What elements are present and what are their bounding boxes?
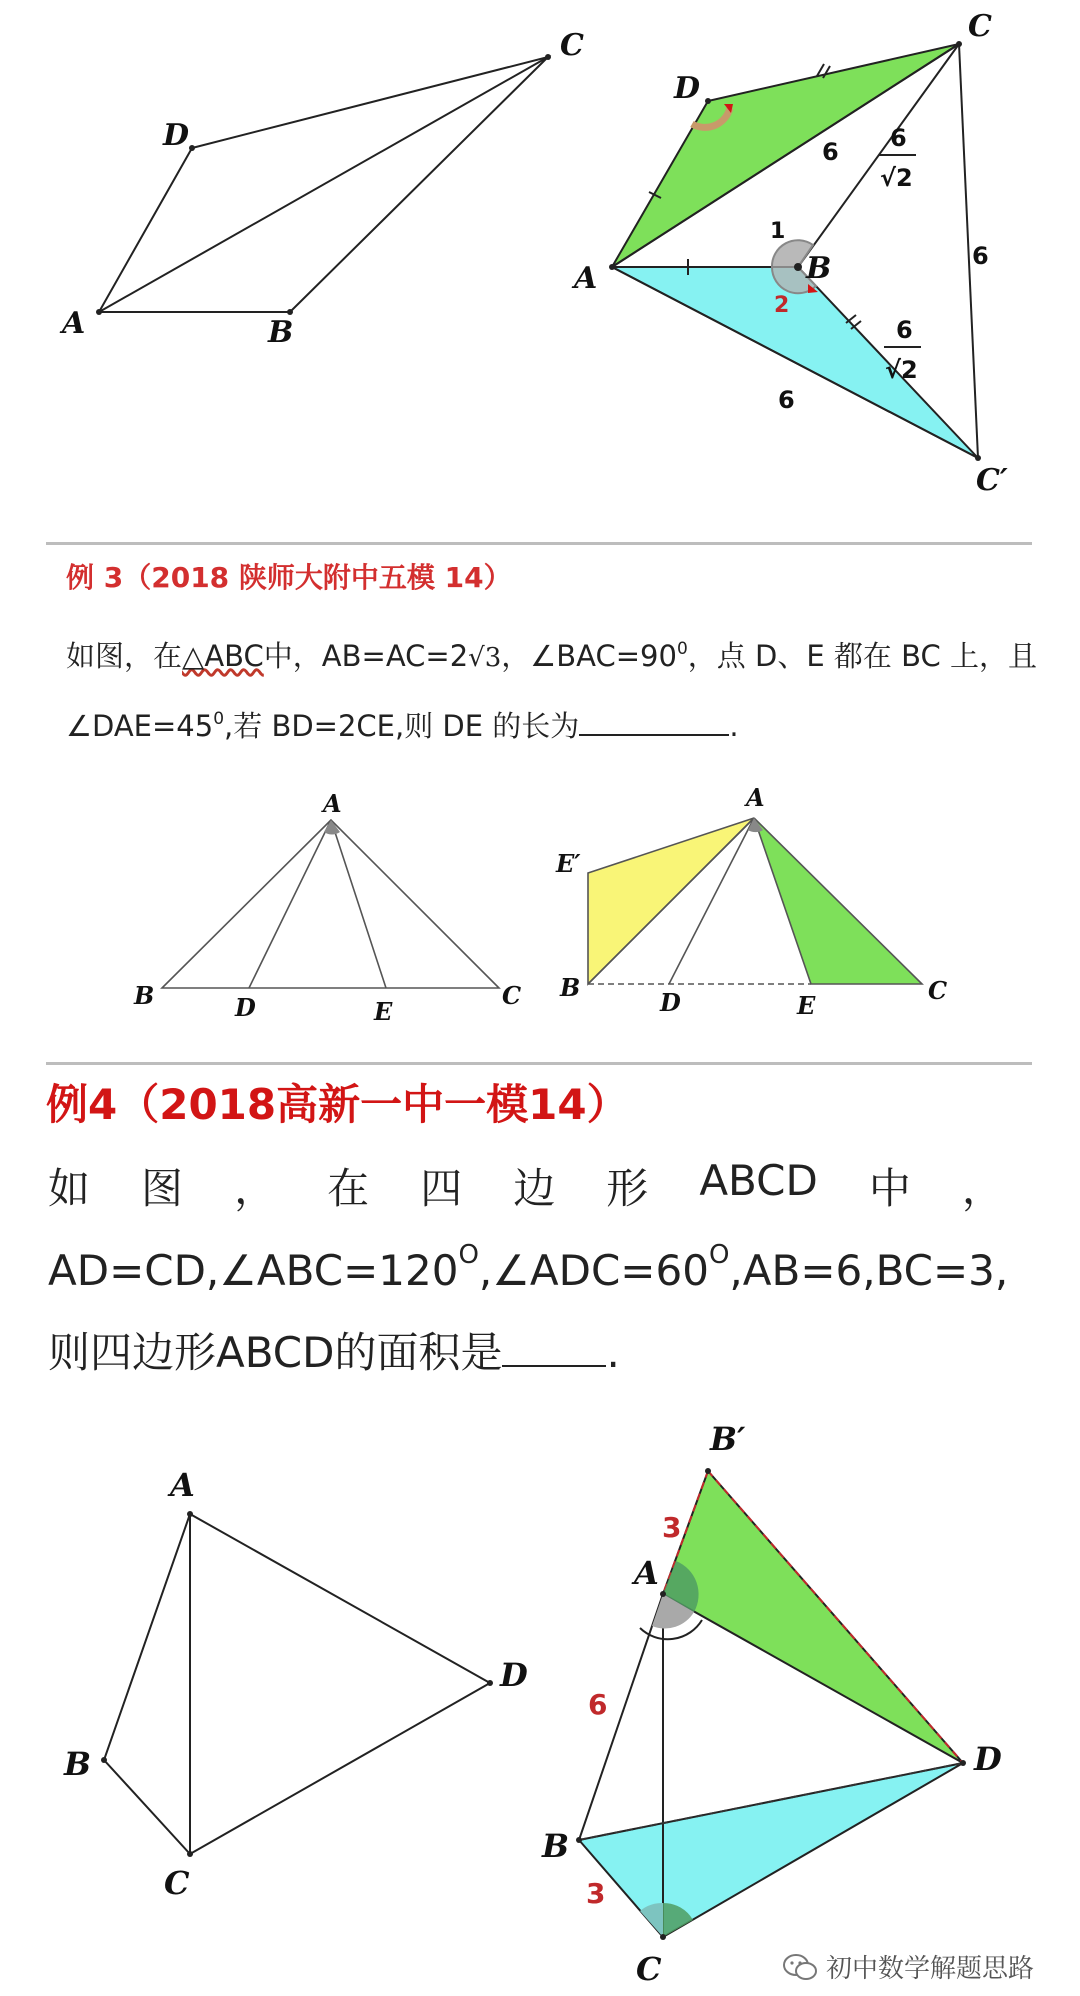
- example4-token: 中: [868, 1164, 911, 1213]
- watermark-text: 初中数学解题思路: [826, 1954, 1035, 1984]
- example4-token: 边: [513, 1164, 556, 1213]
- example4-token: ABCD: [699, 1156, 818, 1205]
- label-B: B: [806, 251, 832, 286]
- example3-text: .: [729, 709, 739, 743]
- fraction-top-denominator: √2: [880, 164, 913, 192]
- length-6-ACprime: 6: [778, 386, 795, 414]
- label-B: B: [268, 315, 294, 350]
- example4-token: ，: [961, 1164, 1004, 1213]
- degree-mark: O: [708, 1240, 730, 1270]
- label-A: A: [62, 306, 86, 341]
- label-D: D: [500, 1656, 528, 1694]
- example3-text: 如图，在: [66, 639, 183, 673]
- label-A: A: [634, 1554, 659, 1592]
- example3-text: ，点 D、E 都在 BC 上，且: [687, 639, 1037, 673]
- label-C: C: [636, 1950, 662, 1988]
- example4-token: ，: [234, 1164, 277, 1213]
- label-D: D: [974, 1740, 1002, 1778]
- degree-mark: 0: [213, 709, 225, 729]
- label-A: A: [746, 783, 765, 812]
- fraction-top-numerator: 6: [890, 124, 907, 152]
- label-C: C: [164, 1864, 190, 1902]
- example4-text: .: [606, 1328, 620, 1377]
- example4-token: 图: [141, 1164, 184, 1213]
- degree-mark: 0: [676, 639, 688, 659]
- label-A: A: [170, 1466, 195, 1504]
- cyan-triangle: [579, 1763, 963, 1937]
- label-B: B: [64, 1745, 92, 1783]
- example4-token: 形: [606, 1164, 649, 1213]
- example4-title: 例4（2018高新一中一模14）: [46, 1080, 629, 1129]
- example4-token: 四: [420, 1164, 463, 1213]
- green-triangle: [663, 1471, 963, 1763]
- label-D: D: [235, 993, 256, 1022]
- example4-token: 在: [327, 1164, 370, 1213]
- label-E: E: [797, 991, 816, 1020]
- label-A: A: [323, 789, 342, 818]
- example3-title: 例 3（2018 陕师大附中五模 14）: [66, 561, 512, 594]
- length-3-BC: 3: [586, 1877, 606, 1910]
- label-C: C: [502, 981, 522, 1010]
- label-D: D: [674, 71, 701, 106]
- label-C: C: [560, 28, 584, 63]
- label-B-prime: B′: [710, 1420, 746, 1458]
- angle-2-label: 2: [774, 293, 790, 318]
- fraction-bottom-denominator: √2: [885, 356, 918, 384]
- label-B: B: [560, 973, 581, 1002]
- example3-text: ，∠BAC=90: [501, 639, 677, 673]
- example3-text: ∠DAE=45: [66, 709, 214, 743]
- length-6-CCprime: 6: [972, 242, 989, 270]
- example4-text: 则四边形ABCD的面积是: [48, 1328, 503, 1377]
- length-6-AB: 6: [588, 1688, 608, 1721]
- label-D: D: [660, 988, 681, 1017]
- label-B: B: [542, 1827, 570, 1865]
- label-C: C: [928, 976, 948, 1005]
- length-3-ABprime: 3: [662, 1511, 682, 1544]
- example3-triangle-ABC: △ABC: [182, 639, 264, 673]
- example3-text: 中，AB=AC=2: [263, 639, 469, 673]
- watermark: [782, 1948, 1034, 1985]
- example4-text: AD=CD,∠ABC=120: [48, 1246, 459, 1295]
- degree-mark: O: [458, 1240, 479, 1270]
- example3-sqrt3: √3: [468, 643, 502, 673]
- example3-text: ,若 BD=2CE,则 DE 的长为: [224, 709, 580, 743]
- example4-token: 如: [48, 1164, 91, 1213]
- example4-text: ,AB=6,BC=3,: [729, 1246, 1009, 1295]
- label-A: A: [574, 261, 598, 296]
- label-C-prime: C′: [976, 463, 1008, 498]
- label-D: D: [163, 118, 190, 153]
- wechat-icon: [782, 1952, 818, 1982]
- example4-text: ,∠ADC=60: [478, 1246, 709, 1295]
- length-6-DB: 6: [822, 138, 839, 166]
- label-C: C: [968, 9, 992, 44]
- label-E: E: [374, 997, 393, 1026]
- label-B: B: [134, 981, 155, 1010]
- fraction-bottom-numerator: 6: [896, 316, 913, 344]
- angle-1-label: 1: [770, 219, 786, 244]
- label-E-prime: E′: [556, 849, 581, 878]
